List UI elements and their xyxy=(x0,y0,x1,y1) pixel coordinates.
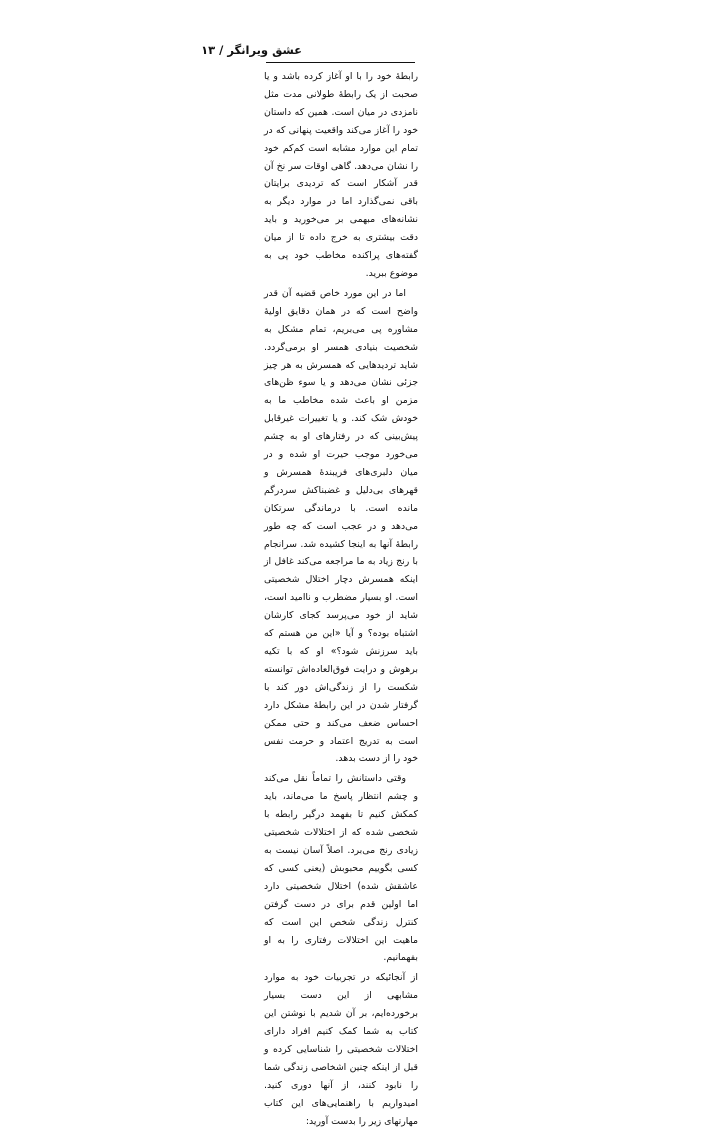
paragraph: رابطهٔ خود را با او آغاز کرده باشد و یا صحبت از یک رابطهٔ طولانی مدت مثل نامزدی در میان است. همین که داستان خود را آغاز می‌کند واقعیت پنهانی که در تمام این موارد مشابه است کم‌کم خود را نشان می‌دهد. گاهی اوقات سر نخ آن قدر آشکار است که تردیدی برایتان باقی نمی‌گذارد اما در موارد دیگر به نشانه‌های مبهمی بر می‌خورید و باید دقت بیشتری به خرج داده تا از میان گفته‌های پراکنده مخاطب خود پی به موضوع ببرید. xyxy=(264,71,418,279)
running-header: عشق ویرانگر / ۱۳ xyxy=(201,43,302,57)
paragraph: وقتی داستانش را تماماً نقل می‌کند و چشم انتظار پاسخ ما می‌ماند، باید کمکش کنیم تا بفهمد درگیر رابطه با شخصی شده که از اختلالات شخصیتی زیادی رنج می‌برد. اصلاً آسان نیست به کسی بگوییم محبوبش (یعنی کسی که عاشقش شده) اختلال شخصیتی دارد اما اولین قدم برای در دست گرفتن کنترل زندگی شخص این است که ماهیت این اختلالات رفتاری را به او بفهمانیم. xyxy=(264,773,418,964)
header-divider xyxy=(266,62,415,63)
paragraph: اما در این مورد خاص قضیه آن قدر واضح است که در همان دقایق اولیهٔ مشاوره پی می‌بریم، تمام مشکل به شخصیت بنیادی همسر او برمی‌گردد. شاید تردیدهایی که همسرش به هر چیز جزئی نشان می‌دهد و یا سوء ظن‌های مزمن او باعث شده مخاطب ما به خودش شک کند. و یا تغییرات غیرقابل پیش‌بینی که در رفتارهای او به چشم می‌خورد موجب حیرت او شده و در میان دلبری‌های فریبندهٔ همسرش و قهرهای بی‌دلیل و غضبناکش سردرگم مانده است. با درماندگی سرتکان می‌دهد و در عجب است که چه طور رابطهٔ آنها به اینجا کشیده شد. سرانجام با رنج زیاد به ما مراجعه می‌کند غافل از اینکه همسرش دچار اختلال شخصیتی است. او بسیار مضطرب و ناامید است، شاید از خود می‌پرسد کجای کارشان اشتباه بوده؟ و آیا «این من هستم که باید سرزنش شود؟» او که با تکیه برهوش و درایت فوق‌العاده‌اش توانسته شکست را از زندگی‌اش دور کند با گرفتار شدن در این رابطهٔ مشکل دارد احساس ضعف می‌کند و حتی ممکن است به تدریج اعتماد و حرمت نفس خود را از دست بدهد. xyxy=(264,287,418,765)
paragraph: از آنجائیکه در تجربیات خود به موارد مشابهی از این دست بسیار برخورده‌ایم، بر آن شدیم با نوشتن این کتاب به شما کمک کنیم افراد دارای اختلالات شخصیتی را شناسایی کرده و قبل از اینکه چنین اشخاصی زندگی شما را نابود کنند، از آنها دوری کنید. امیدواریم با راهنمایی‌های این کتاب مهارتهای زیر را بدست آورید: xyxy=(264,972,418,1127)
body-text xyxy=(264,68,418,1132)
